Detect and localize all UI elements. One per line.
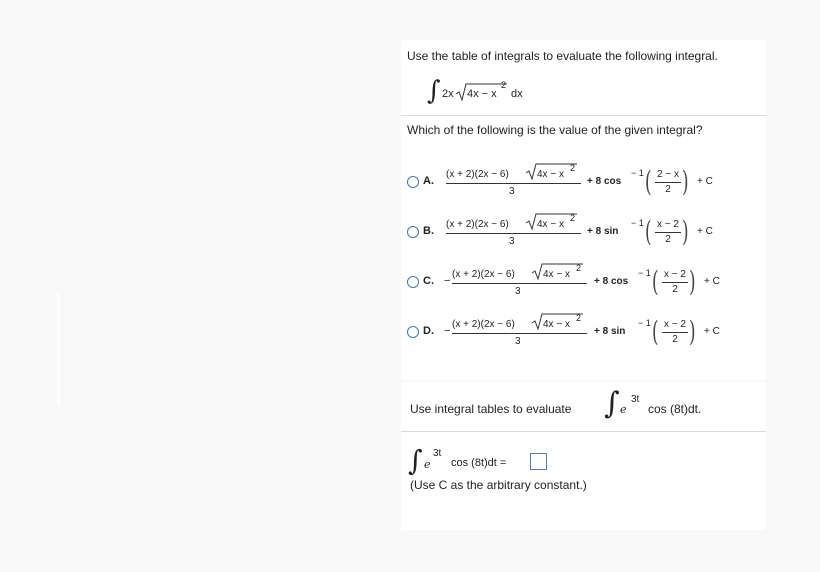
inner-fraction-bar [655, 182, 681, 183]
option-radicand-exp: 2 [576, 263, 582, 273]
option-radio[interactable] [407, 326, 419, 338]
q2-note: (Use C as the arbitrary constant.) [410, 478, 587, 492]
divider [401, 431, 766, 432]
option-inner-numerator: x − 2 [664, 269, 686, 280]
q1-prompt: Use the table of integrals to evaluate the following integral. [407, 49, 718, 63]
option-inverse-exp: − 1 [638, 268, 651, 278]
option-inner-numerator: 2 − x [657, 169, 679, 180]
q2-exp: 3t [631, 394, 640, 405]
left-paren: ( [645, 165, 652, 198]
right-paren: ) [682, 215, 689, 248]
integral-sign: ∫ [427, 76, 441, 106]
question-1-panel [401, 40, 766, 380]
option-radicand-exp: 2 [570, 163, 576, 173]
answer-input[interactable] [530, 453, 547, 470]
option-constant: + C [697, 176, 713, 187]
integral-coefficient: 2x [442, 88, 454, 100]
right-paren: ) [682, 165, 689, 198]
option-label: B. [423, 225, 434, 237]
inner-fraction-bar [655, 232, 681, 233]
fraction-bar [452, 283, 587, 284]
option-label: C. [423, 275, 434, 287]
left-divider [57, 293, 60, 405]
option-denominator: 3 [515, 286, 521, 297]
integral-radicand: 4x − x [467, 88, 497, 100]
option-radio[interactable] [407, 276, 419, 288]
option-numerator: (x + 2)(2x − 6) [452, 269, 515, 280]
q2-lhs-e: e [424, 458, 431, 471]
q1-question: Which of the following is the value of the given integral? [407, 123, 703, 137]
q2-cos: cos (8t)dt. [648, 402, 702, 416]
option-denominator: 3 [509, 236, 515, 247]
integral-radicand-exp: 2 [501, 80, 507, 90]
option-negative-sign: − [444, 325, 451, 337]
option-inverse-exp: − 1 [631, 168, 644, 178]
left-paren: ( [645, 215, 652, 248]
option-inverse-exp: − 1 [631, 218, 644, 228]
option-inner-denominator: 2 [665, 234, 671, 245]
option-radicand: 4x − x [537, 169, 564, 180]
option-inverse-exp: − 1 [638, 318, 651, 328]
option-trig-term: + 8 cos [594, 276, 629, 287]
inner-fraction-bar [662, 282, 688, 283]
option-numerator: (x + 2)(2x − 6) [452, 319, 515, 330]
q2-prompt: Use integral tables to evaluate [410, 402, 572, 416]
option-constant: + C [697, 226, 713, 237]
option-radicand-exp: 2 [570, 213, 576, 223]
q2-e: e [620, 403, 627, 416]
option-trig-term: + 8 sin [594, 326, 626, 337]
fraction-bar [446, 183, 581, 184]
option-denominator: 3 [509, 186, 515, 197]
integral-dx: dx [511, 88, 523, 100]
fraction-bar [446, 233, 581, 234]
option-constant: + C [704, 276, 720, 287]
option-label: D. [423, 325, 434, 337]
question-2-panel [401, 382, 766, 530]
q2-integral-sign: ∫ [604, 386, 620, 421]
q2-lhs-integral-sign: ∫ [408, 444, 423, 477]
option-constant: + C [704, 326, 720, 337]
left-paren: ( [652, 315, 659, 348]
option-numerator: (x + 2)(2x − 6) [446, 169, 509, 180]
left-paren: ( [652, 265, 659, 298]
option-radicand-exp: 2 [576, 313, 582, 323]
fraction-bar [452, 333, 587, 334]
right-paren: ) [689, 315, 696, 348]
option-radicand: 4x − x [537, 219, 564, 230]
option-inner-denominator: 2 [672, 284, 678, 295]
option-radio[interactable] [407, 176, 419, 188]
option-inner-numerator: x − 2 [664, 319, 686, 330]
option-inner-denominator: 2 [665, 184, 671, 195]
option-trig-term: + 8 cos [587, 176, 622, 187]
option-inner-denominator: 2 [672, 334, 678, 345]
option-denominator: 3 [515, 336, 521, 347]
option-inner-numerator: x − 2 [657, 219, 679, 230]
option-negative-sign: − [444, 275, 451, 287]
inner-fraction-bar [662, 332, 688, 333]
option-label: A. [423, 175, 434, 187]
option-radio[interactable] [407, 226, 419, 238]
q2-lhs-exp: 3t [433, 448, 442, 459]
option-numerator: (x + 2)(2x − 6) [446, 219, 509, 230]
divider [401, 115, 766, 116]
right-paren: ) [689, 265, 696, 298]
option-radicand: 4x − x [543, 319, 570, 330]
q2-lhs-cos: cos (8t)dt = [451, 457, 507, 469]
option-trig-term: + 8 sin [587, 226, 619, 237]
option-radicand: 4x − x [543, 269, 570, 280]
